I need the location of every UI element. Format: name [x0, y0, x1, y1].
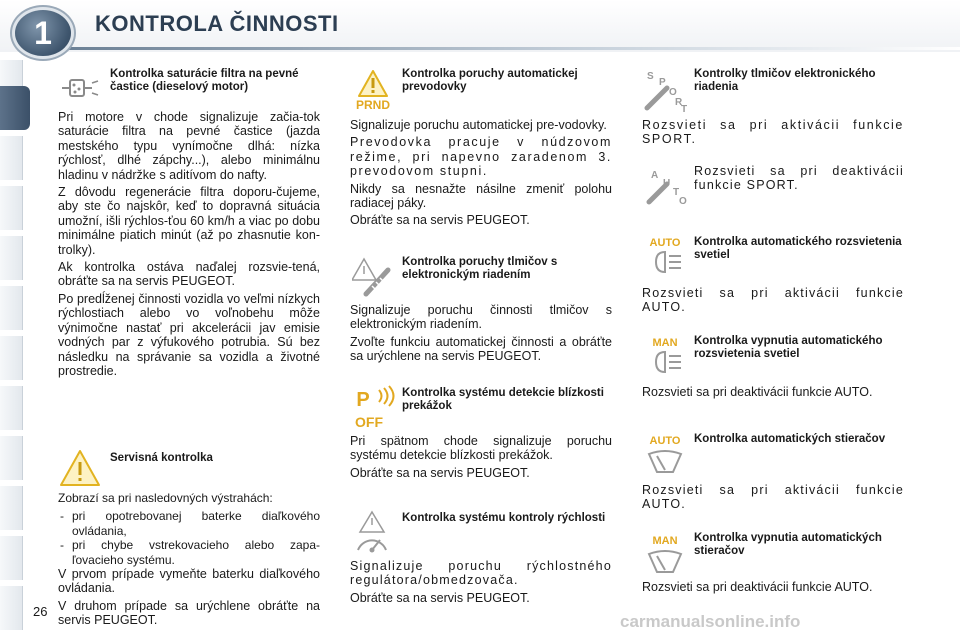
paragraph: Rozsvieti sa pri aktivácii funkcie AUTO.: [642, 483, 904, 512]
paragraph: Rozsvieti sa pri aktivácii funkcie SPORT.: [642, 118, 904, 147]
chapter-tab[interactable]: [0, 136, 23, 180]
chapter-tabs: [0, 60, 26, 640]
auto-letter-t: T: [673, 187, 680, 198]
chapter-badge: [15, 10, 71, 56]
section-body-manual-wiper: [642, 580, 904, 597]
manual-lighting-label: MAN: [652, 337, 678, 349]
paragraph: Zobrazí sa pri nasledovných výstrahách:: [58, 491, 273, 505]
section-heading-manual-wiper: Kontrolka vypnutia automatických stieračov: [694, 532, 882, 557]
header-rule: [58, 47, 960, 50]
section-body-auto-wiper: [642, 483, 904, 515]
paragraph: Obráťte sa na servis PEUGEOT.: [350, 213, 530, 228]
list-item: - pri opotrebovanej baterke diaľkového ovládania,: [58, 509, 320, 538]
chapter-tab[interactable]: [0, 536, 23, 580]
section-heading-service: Servisná kontrolka: [110, 452, 213, 464]
paragraph: V druhom prípade sa urýchlene obráťte na servis PEUGEOT.: [58, 598, 320, 628]
manual-wiper-icon: [643, 532, 687, 576]
sport-suspension-icon: [641, 68, 689, 112]
section-heading-manual-lighting: Kontrolka vypnutia automatického rozsvietenia svetiel: [694, 335, 883, 360]
watermark: carmanualsonline.info: [620, 612, 801, 631]
paragraph: Signalizuje poruchu činnosti tlmičov s elektronickým riadením.: [350, 303, 612, 332]
paragraph: Obráťte sa na servis PEUGEOT.: [350, 465, 530, 480]
service-warning-icon: [58, 448, 102, 488]
section-body-sport-off: [694, 164, 904, 196]
manual-lighting-icon: [643, 334, 687, 376]
section-body-parking: [350, 434, 612, 483]
chapter-tab[interactable]: [0, 186, 23, 230]
page-number: 26: [33, 604, 48, 619]
sport-letter-o: O: [669, 87, 677, 98]
page-title: KONTROLA ČINNOSTI: [95, 11, 339, 36]
speed-control-warning-icon: [352, 510, 396, 556]
auto-wiper-icon: [643, 432, 687, 476]
auto-wiper-label: AUTO: [649, 435, 681, 447]
parking-off-label: OFF: [355, 414, 383, 430]
chapter-number: 1: [34, 15, 52, 51]
section-heading-speed-control: Kontrolka systému kontroly rýchlosti: [402, 512, 606, 524]
section-heading-shock-absorber: Kontrolka poruchy tlmičov s elektronickým riadením: [402, 256, 558, 281]
particle-filter-icon: [58, 74, 100, 102]
auto-letter-a: A: [651, 170, 659, 181]
chapter-tab[interactable]: [0, 386, 23, 430]
chapter-tab[interactable]: [0, 286, 23, 330]
section-heading-auto-lighting: Kontrolka automatického rozsvietenia svetiel: [694, 236, 902, 261]
sport-off-suspension-icon: [643, 166, 689, 206]
paragraph: Rozsvieti sa pri aktivácii funkcie AUTO.: [642, 286, 904, 315]
chapter-tab[interactable]: [0, 336, 23, 380]
paragraph: Rozsvieti sa pri deaktivácii funkcie AUTO.: [642, 385, 873, 399]
parking-sensor-off-icon: [352, 384, 398, 430]
section-body-speed-control: [350, 559, 612, 608]
section-heading-particle-filter: Kontrolka saturácie filtra na pevné častice (dieselový motor): [110, 68, 299, 93]
shock-absorber-warning-icon: [352, 256, 396, 300]
section-heading-auto-wiper: Kontrolka automatických stieračov: [694, 433, 886, 445]
sport-letter-s: S: [647, 71, 654, 82]
paragraph: Rozsvieti sa pri deaktivácii funkcie SPORT.: [694, 164, 904, 193]
chapter-tab[interactable]: [0, 236, 23, 280]
auto-letter-o: O: [679, 196, 687, 206]
gearbox-warning-icon: [350, 68, 396, 112]
paragraph: Ak kontrolka ostáva naďalej rozsvie-tená, obráťte sa na servis PEUGEOT.: [58, 260, 320, 289]
section-body-gearbox: [350, 118, 612, 231]
section-body-shock-absorber: [350, 303, 612, 367]
chapter-tab-active[interactable]: [0, 86, 30, 130]
bullet-list: [58, 509, 320, 567]
paragraph: Z dôvodu regenerácie filtra doporu-čujeme, aby ste čo najskôr, keď to dopravná situácia umožní, išli rýchlos-ťou 60 km/h a viac po dobu minimálne piatich minút (až po zhasnutie kon-trolky).: [58, 185, 320, 257]
section-body-sport-on: [642, 118, 904, 150]
paragraph: V prvom prípade vymeňte baterku diaľkového ovládania.: [58, 567, 320, 596]
paragraph: Pri spätnom chode signalizuje poruchu systému detekcie blízkosti prekážok.: [350, 434, 612, 463]
chapter-tab[interactable]: [0, 436, 23, 480]
paragraph: Obráťte sa na servis PEUGEOT.: [350, 590, 530, 605]
section-heading-sport: Kontrolky tlmičov elektronického riadenia: [694, 68, 876, 93]
sport-letter-r: R: [675, 97, 683, 108]
auto-lighting-icon: [643, 234, 687, 276]
paragraph: Signalizuje poruchu rýchlostného regulátora/obmedzovača.: [350, 559, 612, 588]
section-body-particle-filter: [58, 110, 320, 381]
paragraph: Prevodovka pracuje v núdzovom režime, pri napevno zaradenom 3. prevodovom stupni.: [350, 135, 612, 179]
manual-wiper-label: MAN: [652, 535, 678, 547]
section-heading-gearbox: Kontrolka poruchy automatickej prevodovky: [402, 68, 578, 93]
section-body-service: [58, 491, 320, 631]
paragraph: Signalizuje poruchu automatickej pre-vodovky.: [350, 118, 607, 132]
chapter-tab[interactable]: [0, 486, 23, 530]
section-body-auto-lighting: [642, 286, 904, 318]
list-item: - pri chybe vstrekovacieho alebo zapa-ľovacieho systému.: [58, 538, 320, 567]
section-body-manual-lighting: [642, 385, 904, 402]
parking-icon-label: P: [356, 389, 370, 411]
chapter-tab[interactable]: [0, 586, 23, 630]
paragraph: Nikdy sa nesnažte násilne zmeniť polohu radiacej páky.: [350, 181, 612, 211]
paragraph: Rozsvieti sa pri deaktivácii funkcie AUTO.: [642, 580, 873, 594]
paragraph: Zvoľte funkciu automatickej činnosti a obráťte sa urýchlene na servis PEUGEOT.: [350, 334, 612, 364]
sport-letter-t: T: [681, 104, 688, 112]
gearbox-icon-label: PRND: [355, 98, 391, 112]
section-heading-parking: Kontrolka systému detekcie blízkosti prekážok: [402, 387, 604, 412]
auto-lighting-label: AUTO: [649, 237, 681, 249]
paragraph: Pri motore v chode signalizuje začia-tok saturácie filtra na pevné častice (jazda mestského typu vynímočne dlhá: nízka rýchlosť, dlhé zápchy...), alebo minimálnu hladinu v nádržke s aditívom do nafty.: [58, 110, 320, 182]
paragraph: Po predĺženej činnosti vozidla vo veľmi nízkych rýchlostiach alebo vo voľnobehu môže výnimočne nastať pri akcelerácii jav emisie vodných par z výfukového potrubia. Sú bez následku na správanie sa vozidla a životné prostredie.: [58, 291, 320, 378]
sport-letter-p: P: [659, 77, 666, 88]
